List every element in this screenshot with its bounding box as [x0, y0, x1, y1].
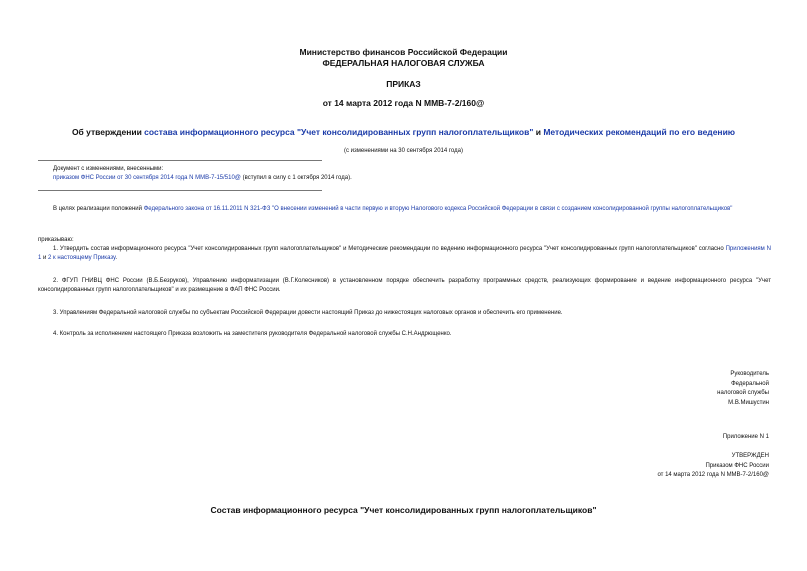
p1-end: . — [115, 255, 118, 261]
approved-by: Приказом ФНС России — [705, 462, 769, 469]
paragraph-4 — [38, 330, 771, 339]
signature-line-1: Руководитель — [730, 371, 769, 377]
divider-top — [38, 160, 322, 161]
amendments-line — [53, 174, 352, 183]
approved-word: УТВЕРЖДЕН — [731, 453, 769, 459]
divider-bottom — [38, 190, 322, 191]
service-name: ФЕДЕРАЛЬНАЯ НАЛОГОВАЯ СЛУЖБА — [322, 58, 485, 68]
p1-and: и — [41, 255, 49, 261]
amendment-suffix: (вступил в силу с 1 октября 2014 года). — [240, 175, 352, 181]
title-link-composition[interactable]: состава информационного ресурса "Учет консолидированных групп налогоплательщиков" — [144, 127, 534, 137]
amendments-intro: Документ с изменениями, внесенными: — [53, 166, 164, 172]
order-word: приказываю: — [38, 237, 74, 243]
appendix-1-link[interactable]: Приложениям N 1 — [38, 246, 771, 261]
signature-line-3: налоговой службы — [717, 390, 769, 396]
document-date-number: от 14 марта 2012 года N ММВ-7-2/160@ — [322, 98, 485, 108]
p1-text: 1. Утвердить состав информационного ресурса "Учет консолидированных групп налогоплательщиков" и Методические рекомендации по ведению информационного ресурса "Учет консолидированных групп налогоплательщиков" согласно — [53, 246, 726, 252]
preamble-prefix: В целях реализации положений — [53, 206, 144, 212]
approved-date: от 14 марта 2012 года N ММВ-7-2/160@ — [657, 472, 769, 478]
appendix-title: Состав информационного ресурса "Учет консолидированных групп налогоплательщиков" — [210, 505, 597, 515]
preamble-paragraph — [38, 205, 771, 214]
title-link-guidelines[interactable]: Методических рекомендаций по его ведению — [543, 127, 736, 137]
p2-text: 2. ФГУП ГНИВЦ ФНС России (В.Б.Безруков), Управлению информатизации (В.Г.Колесников) в установленном порядке обеспечить разработку программных средств, реализующих формирование и ведение информационного ресурса "Учет консолидированных групп налогоплательщиков" и их размещение в ФАП ФНС России. — [38, 278, 771, 293]
ministry-name: Министерство финансов Российской Федерации — [299, 47, 508, 57]
amendments-block — [53, 165, 352, 183]
p4-text: 4. Контроль за исполнением настоящего Приказа возложить на заместителя руководителя Федеральной налоговой службы С.Н.Андрющенко. — [53, 331, 452, 337]
changes-note: (с изменениями на 30 сентября 2014 года) — [344, 148, 463, 154]
document-title — [0, 127, 807, 137]
appendix-2-link[interactable]: 2 к настоящему Приказу — [48, 255, 116, 261]
document-type: ПРИКАЗ — [386, 79, 421, 89]
paragraph-1 — [38, 245, 771, 263]
paragraph-3 — [38, 309, 771, 318]
document-header — [0, 47, 807, 69]
signature-name: М.В.Мишустин — [728, 399, 769, 406]
title-middle: и — [533, 127, 544, 137]
title-prefix: Об утверждении — [71, 127, 145, 137]
p3-text: 3. Управлениям Федеральной налоговой службы по субъектам Российской Федерации довести настоящий Приказ до нижестоящих налоговых органов и обеспечить его применение. — [53, 310, 563, 316]
appendix-label: Приложение N 1 — [722, 434, 769, 440]
federal-law-link[interactable]: Федерального закона от 16.11.2011 N 321-ФЗ "О внесении изменений в части первую и вторую Налогового кодекса Российской Федерации в связи с созданием консолидированной группы налогоплательщиков" — [143, 206, 733, 212]
signature-line-2: Федеральной — [731, 380, 769, 387]
approval-block — [657, 452, 769, 481]
amendment-link[interactable]: приказом ФНС России от 30 сентября 2014 года N ММВ-7-15/510@ — [53, 175, 241, 181]
paragraph-2 — [38, 277, 771, 295]
signature-block — [717, 370, 769, 408]
